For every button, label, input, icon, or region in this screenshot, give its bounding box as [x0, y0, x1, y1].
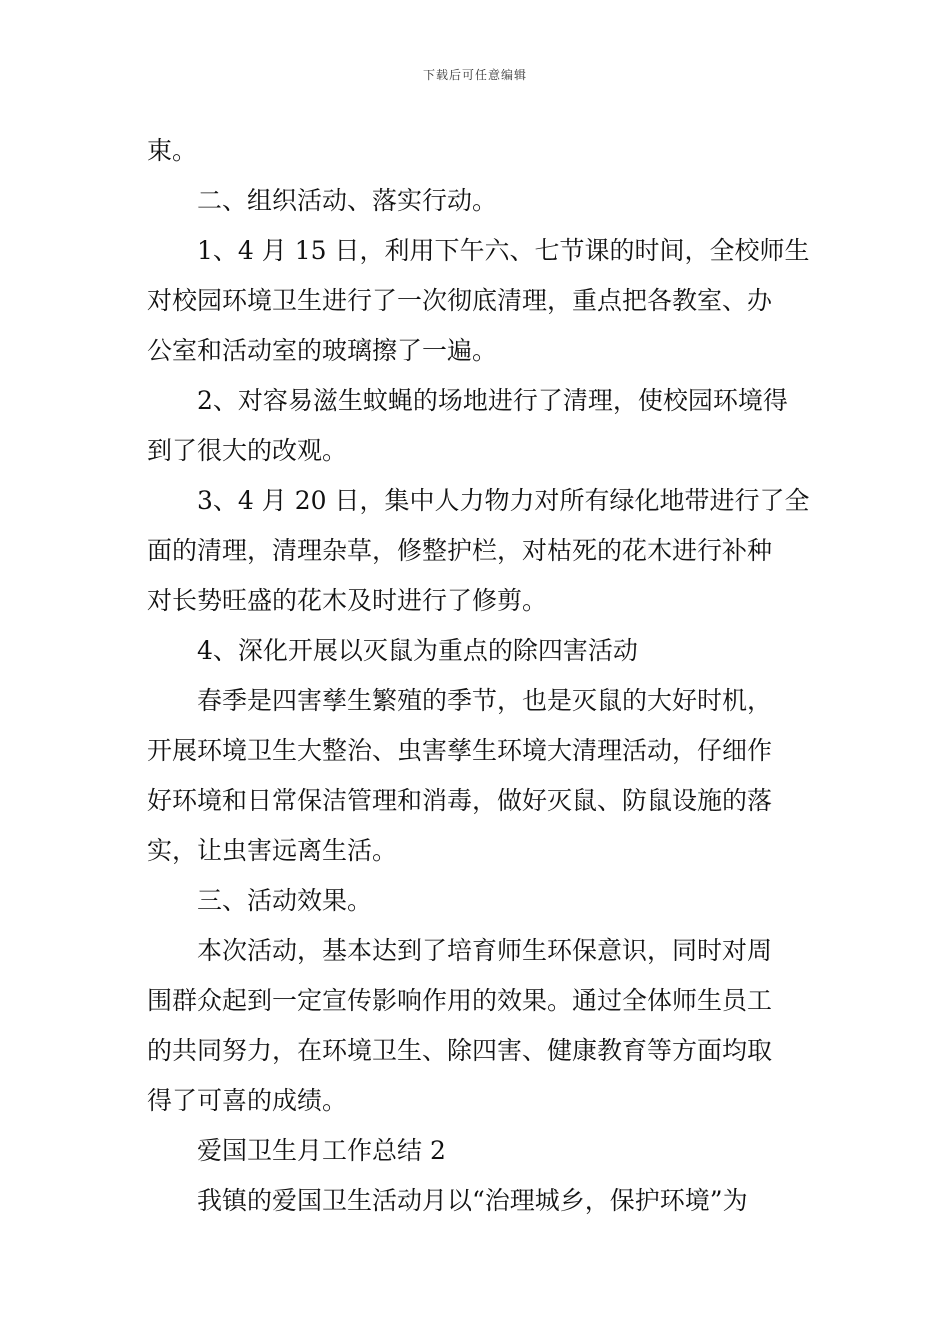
text-line-11: 4、深化开展以灭鼠为重点的除四害活动 [197, 636, 638, 665]
text-line-5: 公室和活动室的玻璃擦了一遍。 [147, 336, 498, 365]
text-line-7: 到了很大的改观。 [147, 436, 348, 465]
text-line-13: 开展环境卫生大整治、虫害孳生环境大清理活动，仔细作 [147, 736, 773, 765]
text-line-3: 1、4 月 15 日，利用下午六、七节课的时间，全校师生 [197, 236, 810, 265]
text-line-8: 3、4 月 20 日，集中人力物力对所有绿化地带进行了全 [197, 486, 810, 515]
text-line-12: 春季是四害孳生繁殖的季节，也是灭鼠的大好时机， [197, 686, 773, 715]
text-line-20: 得了可喜的成绩。 [147, 1086, 348, 1115]
text-line-15: 实，让虫害远离生活。 [147, 836, 398, 865]
text-line-9: 面的清理，清理杂草，修整护栏，对枯死的花木进行补种 [147, 536, 773, 565]
text-line-17: 本次活动，基本达到了培育师生环保意识，同时对周 [197, 936, 773, 965]
text-line-1: 束。 [147, 136, 198, 165]
page-header-note: 下载后可任意编辑 [422, 68, 527, 82]
text-line-10: 对长势旺盛的花木及时进行了修剪。 [147, 586, 548, 615]
section-heading-results: 三、活动效果。 [197, 886, 373, 915]
document-body [147, 126, 810, 1226]
text-line-22: 我镇的爱国卫生活动月以“治理城乡，保护环境”为 [197, 1186, 748, 1215]
text-line-14: 好环境和日常保洁管理和消毒，做好灭鼠、防鼠设施的落 [147, 786, 773, 815]
text-line-4: 对校园环境卫生进行了一次彻底清理，重点把各教室、办 [147, 286, 773, 315]
section-title-summary-2: 爱国卫生月工作总结 2 [197, 1136, 446, 1165]
text-line-19: 的共同努力，在环境卫生、除四害、健康教育等方面均取 [147, 1036, 773, 1065]
text-line-18: 围群众起到一定宣传影响作用的效果。通过全体师生员工 [147, 986, 773, 1015]
text-line-6: 2、对容易滋生蚊蝇的场地进行了清理，使校园环境得 [197, 386, 788, 415]
section-heading-organize: 二、组织活动、落实行动。 [197, 186, 498, 215]
